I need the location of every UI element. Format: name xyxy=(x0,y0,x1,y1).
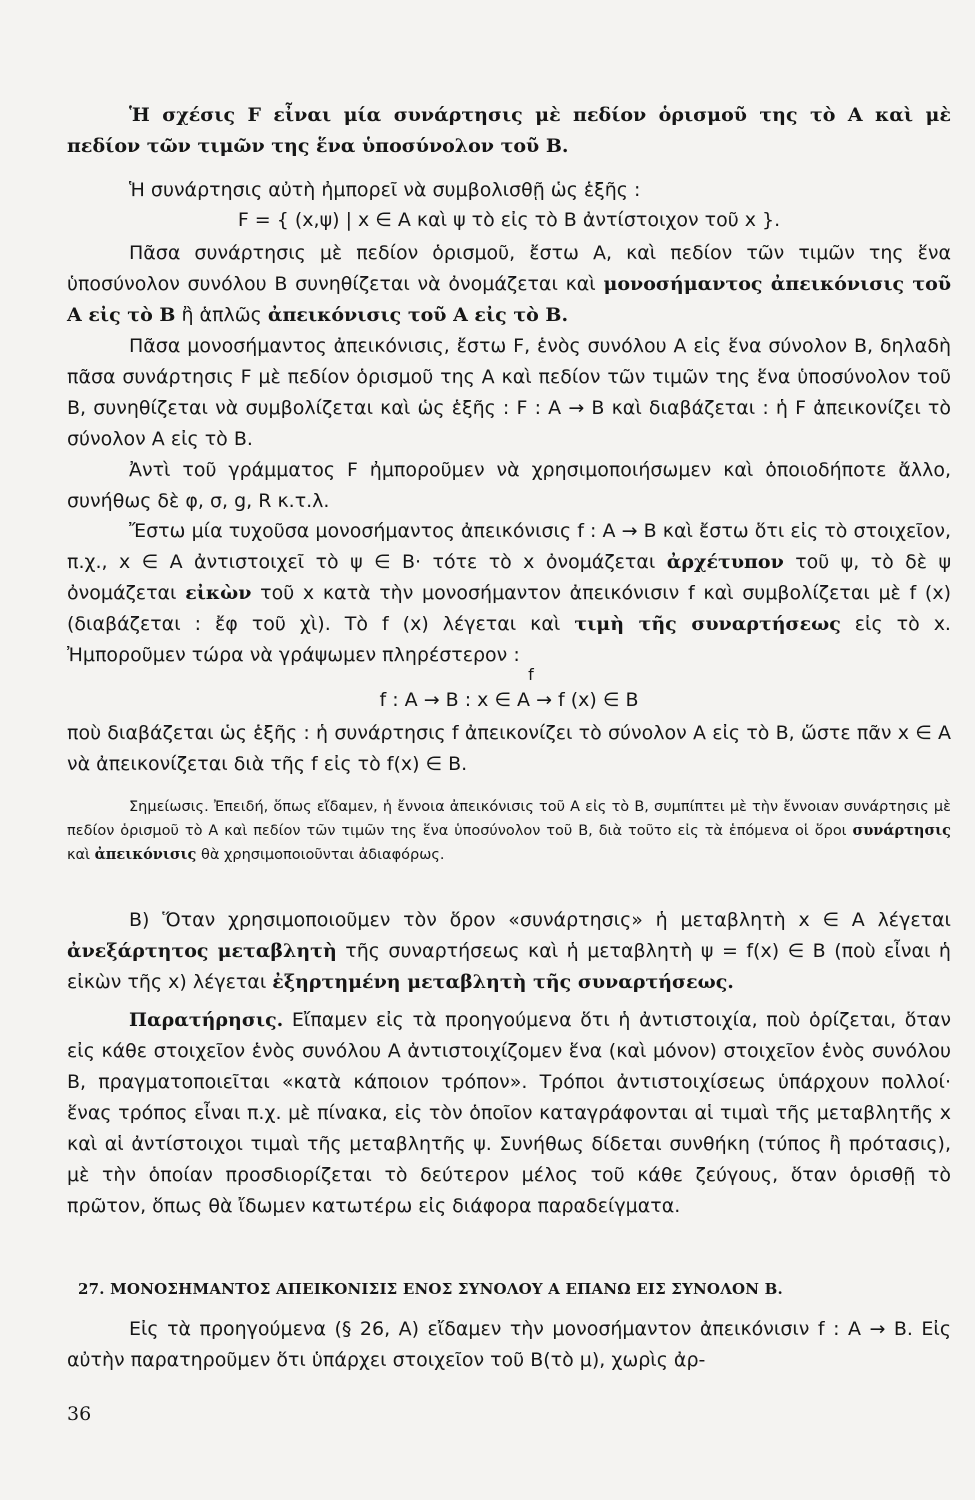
definition-text: Ἡ σχέσις F εἶναι μία συνάρτησις μὲ πεδίον ὁρισμοῦ της τὸ Α καὶ μὲ πεδίον τῶν τιμῶν της ἕνα ὑποσύνολον τοῦ Β. xyxy=(67,104,951,157)
text-run: Ἀντὶ τοῦ γράμματος F ἠμποροῦμεν νὰ χρησιμοποιήσωμεν καὶ ὁποιοδήποτε ἄλλο, συνήθως δὲ φ, σ, g, R κ.τ.λ. xyxy=(67,459,951,512)
bold-term: ἀπεικόνισις xyxy=(94,846,197,863)
text-run: τοῦ ψ, τὸ δὲ ψ ὀνομάζεται xyxy=(67,551,951,604)
bold-term: ἀνεξάρτητος μεταβλητὴ xyxy=(67,940,337,962)
section-intro-paragraph xyxy=(67,1314,951,1376)
page-number: 36 xyxy=(67,1403,92,1425)
text-run: Β) Ὅταν χρησιμοποιοῦμεν τὸν ὅρον «συνάρτησις» ἡ μεταβλητὴ x ∈ A λέγεται xyxy=(129,909,951,931)
bold-term: ἐξηρτημένη μεταβλητὴ τῆς συναρτήσεως. xyxy=(272,971,734,993)
image-preimage-paragraph xyxy=(67,516,951,671)
text-run: ποὺ διαβάζεται ὡς ἑξῆς : ἡ συνάρτησις f ἀπεικονίζει τὸ σύνολον Α εἰς τὸ Β, ὥστε πᾶν x ∈ A νὰ ἀπεικονίζεται διὰ τῆς f εἰς τὸ f(x) ∈ B. xyxy=(67,722,951,775)
bold-term: τιμὴ τῆς συναρτήσεως xyxy=(574,613,841,635)
text-run: τῆς συναρτήσεως καὶ ἡ μεταβλητὴ ψ = f(x) ∈ B (ποὺ εἶναι ἡ εἰκὼν τῆς x) λέγεται xyxy=(67,940,951,993)
text-run: f xyxy=(528,665,534,684)
text-run: καὶ xyxy=(67,847,91,863)
bold-term: ἀρχέτυπον xyxy=(666,551,784,573)
bold-term: συνάρτησις xyxy=(852,822,951,839)
text-run: f : A → B : x ∈ A → f (x) ∈ B xyxy=(379,689,639,711)
text-run: 27. ΜΟΝΟΣΗΜΑΝΤΟΣ ΑΠΕΙΚΟΝΙΣΙΣ ΕΝΟΣ ΣΥΝΟΛΟΥ Α ΕΠΑΝΩ ΕΙΣ ΣΥΝΟΛΟΝ Β. xyxy=(78,1280,783,1298)
set-formula xyxy=(67,206,951,234)
section-heading xyxy=(78,1277,951,1301)
bold-term: εἰκὼν xyxy=(185,582,252,604)
bold-term: ἀπεικόνισις τοῦ Α εἰς τὸ Β. xyxy=(267,304,569,326)
remark-paragraph xyxy=(67,1005,951,1222)
mapping-notation-paragraph xyxy=(67,331,951,455)
text-run: ἢ ἁπλῶς xyxy=(181,304,262,326)
notation-intro xyxy=(67,175,951,206)
text-run: Πᾶσα συνάρτησις μὲ πεδίον ὁρισμοῦ, ἔστω Α, καὶ πεδίον τῶν τιμῶν της ἕνα ὑποσύνολον συνόλου Β συνηθίζεται νὰ ὀνομάζεται καὶ xyxy=(67,242,951,295)
text-run: Πᾶσα μονοσήμαντος ἀπεικόνισις, ἔστω F, ἑνὸς συνόλου Α εἰς ἕνα σύνολον Β, δηλαδὴ πᾶσα συνάρτησις F μὲ πεδίον ὁρισμοῦ της Α καὶ πεδίον τῶν τιμῶν της ἕνα ὑποσύνολον τοῦ Β, συνηθίζεται νὰ συμβολίζεται καὶ ὡς ἑξῆς : F : A → B καὶ διαβάζεται : ἡ F ἀπεικονίζει τὸ σύνολον Α εἰς τὸ Β. xyxy=(67,335,951,450)
text-run: τοῦ x κατὰ τὴν μονοσήμαντον ἀπεικόνισιν f καὶ συμβολίζεται μὲ f (x) (διαβάζεται : ἔφ τοῦ χὶ). Τὸ f (x) λέγεται καὶ xyxy=(67,582,951,635)
letters-paragraph xyxy=(67,455,951,517)
formula-reading-paragraph xyxy=(67,718,951,780)
mapping-definition-paragraph xyxy=(67,238,951,331)
text-run: Εἴπαμεν εἰς τὰ προηγούμενα ὅτι ἡ ἀντιστοιχία, ποὺ ὁρίζεται, ὅταν εἰς κάθε στοιχεῖον ἑνὸς συνόλου Α ἀντιστοιχίζομεν ἕνα (καὶ μόνον) στοιχεῖον ἑνὸς συνόλου Β, πραγματοποιεῖται «κατὰ κάποιον τρόπον». Τρόποι ἀντιστοιχίσεως ὑπάρχουν πολλοί· ἕνας τρόπος εἶναι π.χ. μὲ πίνακα, εἰς τὸν ὁποῖον καταγράφονται αἱ τιμαὶ τῆς μεταβλητῆς x καὶ αἱ ἀντίστοιχοι τιμαὶ τῆς μεταβλητῆς ψ. Συνήθως δίδεται συνθήκη (τύπος ἢ πρότασις), μὲ τὴν ὁποίαν προσδιορίζεται τὸ δεύτερον μέλος τοῦ κάθε ζεύγους, ὅταν ὁρισθῇ τὸ πρῶτον, ὅπως θὰ ἴδωμεν κατωτέρω εἰς διάφορα παραδείγματα. xyxy=(67,1009,951,1217)
bold-term: Παρατήρησις. xyxy=(129,1009,284,1031)
text-run: εἰς τὸ x. Ἠμποροῦμεν τώρα νὰ γράψωμεν πληρέστερον : xyxy=(67,613,951,666)
notation-intro-text: Ἡ συνάρτησις αὐτὴ ἠμπορεῖ νὰ συμβολισθῇ ὡς ἑξῆς : xyxy=(129,179,641,201)
definition-paragraph xyxy=(67,100,951,162)
text-run: Σημείωσις. Ἐπειδή, ὅπως εἴδαμεν, ἡ ἔννοια ἀπεικόνισις τοῦ Α εἰς τὸ Β, συμπίπτει μὲ τὴν ἔννοιαν συνάρτησις μὲ πεδίον ὁρισμοῦ τὸ Α καὶ πεδίον τῶν τιμῶν της ἕνα ὑποσύνολον τοῦ Β, διὰ τοῦτο εἰς τὰ ἑπόμενα οἱ ὅροι xyxy=(67,799,951,839)
note-paragraph xyxy=(67,795,951,867)
text-run: Εἰς τὰ προηγούμενα (§ 26, Α) εἴδαμεν τὴν μονοσήμαντον ἀπεικόνισιν f : A → B. Εἰς αὐτὴν παρατηροῦμεν ὅτι ὑπάρχει στοιχεῖον τοῦ Β(τὸ μ), χωρὶς ἀρ- xyxy=(67,1318,951,1371)
set-formula-text: F = { (x,ψ) | x ∈ A καὶ ψ τὸ εἰς τὸ B ἀντίστοιχον τοῦ x }. xyxy=(237,209,781,231)
formula-superscript xyxy=(67,666,973,684)
mapping-formula xyxy=(67,686,951,714)
variables-paragraph xyxy=(67,905,951,998)
bold-term: μονοσήμαντος ἀπεικόνισις τοῦ Α εἰς τὸ Β xyxy=(67,273,952,326)
text-run: θὰ χρησιμοποιοῦνται ἀδιαφόρως. xyxy=(201,847,445,863)
text-run: Ἔστω μία τυχοῦσα μονοσήμαντος ἀπεικόνισις f : A → B καὶ ἔστω ὅτι εἰς τὸ στοιχεῖον, π.χ., x ∈ A ἀντιστοιχεῖ τὸ ψ ∈ B· τότε τὸ x ὀνομάζεται xyxy=(67,520,951,573)
